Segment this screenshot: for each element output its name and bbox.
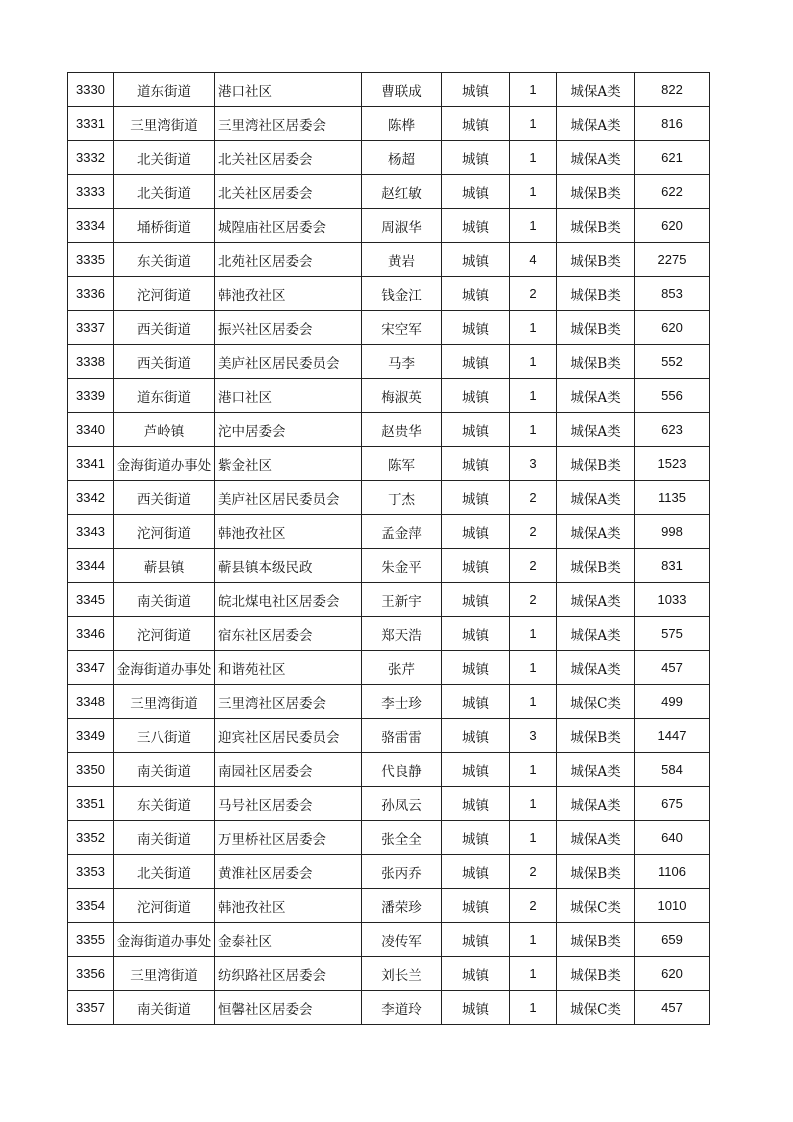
- cell-street: 南关街道: [114, 821, 215, 855]
- cell-community: 北苑社区居委会: [215, 243, 362, 277]
- cell-category: 城保B类: [557, 719, 635, 753]
- cell-category: 城保B类: [557, 923, 635, 957]
- cell-amount: 622: [635, 175, 710, 209]
- cell-id: 3333: [68, 175, 114, 209]
- table-row: [68, 855, 710, 889]
- cell-name: 陈桦: [362, 107, 442, 141]
- cell-street: 芦岭镇: [114, 413, 215, 447]
- cell-id: 3340: [68, 413, 114, 447]
- cell-community: 城隍庙社区居委会: [215, 209, 362, 243]
- cell-amount: 1447: [635, 719, 710, 753]
- cell-amount: 620: [635, 209, 710, 243]
- cell-community: 迎宾社区居民委员会: [215, 719, 362, 753]
- cell-street: 南关街道: [114, 753, 215, 787]
- cell-id: 3337: [68, 311, 114, 345]
- cell-street: 蕲县镇: [114, 549, 215, 583]
- cell-community: 港口社区: [215, 379, 362, 413]
- cell-id: 3355: [68, 923, 114, 957]
- cell-area: 城镇: [442, 413, 510, 447]
- cell-amount: 1033: [635, 583, 710, 617]
- cell-category: 城保B类: [557, 243, 635, 277]
- cell-count: 2: [510, 855, 557, 889]
- cell-area: 城镇: [442, 73, 510, 107]
- cell-community: 蕲县镇本级民政: [215, 549, 362, 583]
- table-row: [68, 345, 710, 379]
- cell-street: 道东街道: [114, 379, 215, 413]
- table-row: [68, 481, 710, 515]
- cell-name: 张全全: [362, 821, 442, 855]
- table-row: [68, 447, 710, 481]
- cell-area: 城镇: [442, 685, 510, 719]
- cell-community: 沱中居委会: [215, 413, 362, 447]
- table-row: [68, 107, 710, 141]
- cell-count: 1: [510, 923, 557, 957]
- cell-community: 韩池孜社区: [215, 277, 362, 311]
- cell-street: 埇桥街道: [114, 209, 215, 243]
- cell-street: 金海街道办事处: [114, 651, 215, 685]
- cell-count: 1: [510, 107, 557, 141]
- cell-amount: 457: [635, 651, 710, 685]
- cell-amount: 1135: [635, 481, 710, 515]
- cell-area: 城镇: [442, 889, 510, 923]
- cell-street: 西关街道: [114, 311, 215, 345]
- cell-area: 城镇: [442, 481, 510, 515]
- cell-id: 3353: [68, 855, 114, 889]
- cell-id: 3346: [68, 617, 114, 651]
- cell-name: 曹联成: [362, 73, 442, 107]
- cell-count: 1: [510, 413, 557, 447]
- cell-count: 4: [510, 243, 557, 277]
- cell-community: 宿东社区居委会: [215, 617, 362, 651]
- cell-community: 三里湾社区居委会: [215, 685, 362, 719]
- table-row: [68, 753, 710, 787]
- cell-count: 3: [510, 719, 557, 753]
- cell-street: 金海街道办事处: [114, 923, 215, 957]
- cell-community: 港口社区: [215, 73, 362, 107]
- cell-count: 2: [510, 515, 557, 549]
- table-row: [68, 957, 710, 991]
- cell-amount: 1010: [635, 889, 710, 923]
- cell-area: 城镇: [442, 549, 510, 583]
- cell-name: 张丙乔: [362, 855, 442, 889]
- cell-community: 三里湾社区居委会: [215, 107, 362, 141]
- table-row: [68, 889, 710, 923]
- cell-area: 城镇: [442, 753, 510, 787]
- cell-name: 潘荣珍: [362, 889, 442, 923]
- cell-category: 城保B类: [557, 549, 635, 583]
- cell-community: 南园社区居委会: [215, 753, 362, 787]
- cell-amount: 620: [635, 957, 710, 991]
- cell-category: 城保A类: [557, 107, 635, 141]
- cell-street: 东关街道: [114, 787, 215, 821]
- cell-name: 朱金平: [362, 549, 442, 583]
- cell-count: 1: [510, 651, 557, 685]
- cell-street: 沱河街道: [114, 889, 215, 923]
- table-row: [68, 923, 710, 957]
- cell-name: 郑天浩: [362, 617, 442, 651]
- cell-amount: 457: [635, 991, 710, 1025]
- cell-area: 城镇: [442, 447, 510, 481]
- cell-amount: 2275: [635, 243, 710, 277]
- cell-street: 金海街道办事处: [114, 447, 215, 481]
- cell-name: 骆雷雷: [362, 719, 442, 753]
- cell-amount: 621: [635, 141, 710, 175]
- cell-area: 城镇: [442, 515, 510, 549]
- cell-street: 西关街道: [114, 345, 215, 379]
- cell-count: 1: [510, 379, 557, 413]
- cell-id: 3351: [68, 787, 114, 821]
- cell-area: 城镇: [442, 243, 510, 277]
- cell-amount: 620: [635, 311, 710, 345]
- cell-id: 3330: [68, 73, 114, 107]
- cell-category: 城保A类: [557, 617, 635, 651]
- cell-community: 北关社区居委会: [215, 175, 362, 209]
- cell-category: 城保A类: [557, 787, 635, 821]
- cell-area: 城镇: [442, 277, 510, 311]
- cell-amount: 623: [635, 413, 710, 447]
- cell-area: 城镇: [442, 175, 510, 209]
- cell-area: 城镇: [442, 379, 510, 413]
- cell-street: 沱河街道: [114, 617, 215, 651]
- cell-category: 城保A类: [557, 515, 635, 549]
- cell-community: 和谐苑社区: [215, 651, 362, 685]
- table-row: [68, 617, 710, 651]
- cell-category: 城保B类: [557, 855, 635, 889]
- cell-category: 城保B类: [557, 311, 635, 345]
- cell-street: 三里湾街道: [114, 957, 215, 991]
- table-row: [68, 991, 710, 1025]
- cell-name: 杨超: [362, 141, 442, 175]
- cell-count: 1: [510, 209, 557, 243]
- cell-category: 城保A类: [557, 651, 635, 685]
- cell-name: 赵红敏: [362, 175, 442, 209]
- table-row: [68, 141, 710, 175]
- cell-community: 黄淮社区居委会: [215, 855, 362, 889]
- cell-count: 2: [510, 481, 557, 515]
- cell-community: 紫金社区: [215, 447, 362, 481]
- cell-street: 三八街道: [114, 719, 215, 753]
- cell-category: 城保B类: [557, 957, 635, 991]
- cell-amount: 675: [635, 787, 710, 821]
- table-row: [68, 243, 710, 277]
- cell-community: 马号社区居委会: [215, 787, 362, 821]
- cell-category: 城保B类: [557, 345, 635, 379]
- cell-count: 2: [510, 277, 557, 311]
- table-row: [68, 379, 710, 413]
- cell-category: 城保C类: [557, 991, 635, 1025]
- table-row: [68, 719, 710, 753]
- cell-count: 1: [510, 787, 557, 821]
- table-row: [68, 73, 710, 107]
- cell-area: 城镇: [442, 957, 510, 991]
- cell-category: 城保A类: [557, 583, 635, 617]
- cell-id: 3354: [68, 889, 114, 923]
- cell-community: 纺织路社区居委会: [215, 957, 362, 991]
- cell-amount: 556: [635, 379, 710, 413]
- records-table: [67, 72, 710, 1025]
- cell-name: 李士珍: [362, 685, 442, 719]
- cell-id: 3335: [68, 243, 114, 277]
- cell-amount: 1523: [635, 447, 710, 481]
- table-body: [68, 73, 710, 1025]
- cell-street: 北关街道: [114, 175, 215, 209]
- cell-community: 韩池孜社区: [215, 515, 362, 549]
- cell-category: 城保A类: [557, 753, 635, 787]
- cell-name: 王新宇: [362, 583, 442, 617]
- cell-count: 1: [510, 617, 557, 651]
- cell-count: 1: [510, 73, 557, 107]
- cell-community: 北关社区居委会: [215, 141, 362, 175]
- cell-amount: 816: [635, 107, 710, 141]
- cell-name: 代良静: [362, 753, 442, 787]
- cell-area: 城镇: [442, 787, 510, 821]
- cell-amount: 659: [635, 923, 710, 957]
- cell-street: 南关街道: [114, 583, 215, 617]
- cell-category: 城保A类: [557, 141, 635, 175]
- cell-count: 2: [510, 889, 557, 923]
- cell-name: 凌传军: [362, 923, 442, 957]
- cell-count: 2: [510, 549, 557, 583]
- cell-count: 1: [510, 957, 557, 991]
- cell-id: 3348: [68, 685, 114, 719]
- table-row: [68, 413, 710, 447]
- cell-id: 3338: [68, 345, 114, 379]
- table-row: [68, 515, 710, 549]
- table-row: [68, 311, 710, 345]
- cell-community: 韩池孜社区: [215, 889, 362, 923]
- cell-id: 3342: [68, 481, 114, 515]
- cell-amount: 1106: [635, 855, 710, 889]
- cell-name: 陈军: [362, 447, 442, 481]
- cell-amount: 822: [635, 73, 710, 107]
- cell-area: 城镇: [442, 107, 510, 141]
- cell-community: 振兴社区居委会: [215, 311, 362, 345]
- cell-area: 城镇: [442, 311, 510, 345]
- cell-id: 3332: [68, 141, 114, 175]
- cell-count: 1: [510, 685, 557, 719]
- cell-street: 北关街道: [114, 855, 215, 889]
- cell-category: 城保C类: [557, 685, 635, 719]
- cell-name: 李道玲: [362, 991, 442, 1025]
- cell-id: 3331: [68, 107, 114, 141]
- cell-id: 3352: [68, 821, 114, 855]
- cell-area: 城镇: [442, 617, 510, 651]
- cell-name: 宋空军: [362, 311, 442, 345]
- cell-name: 丁杰: [362, 481, 442, 515]
- cell-count: 1: [510, 753, 557, 787]
- cell-count: 2: [510, 583, 557, 617]
- cell-area: 城镇: [442, 855, 510, 889]
- cell-community: 美庐社区居民委员会: [215, 481, 362, 515]
- cell-category: 城保A类: [557, 481, 635, 515]
- cell-amount: 998: [635, 515, 710, 549]
- cell-amount: 499: [635, 685, 710, 719]
- cell-name: 赵贵华: [362, 413, 442, 447]
- cell-count: 3: [510, 447, 557, 481]
- cell-category: 城保A类: [557, 413, 635, 447]
- cell-id: 3339: [68, 379, 114, 413]
- cell-amount: 584: [635, 753, 710, 787]
- cell-community: 万里桥社区居委会: [215, 821, 362, 855]
- cell-name: 马李: [362, 345, 442, 379]
- cell-category: 城保B类: [557, 277, 635, 311]
- cell-category: 城保B类: [557, 209, 635, 243]
- cell-id: 3344: [68, 549, 114, 583]
- cell-category: 城保A类: [557, 821, 635, 855]
- cell-count: 1: [510, 175, 557, 209]
- cell-community: 皖北煤电社区居委会: [215, 583, 362, 617]
- cell-id: 3341: [68, 447, 114, 481]
- cell-category: 城保B类: [557, 175, 635, 209]
- cell-area: 城镇: [442, 651, 510, 685]
- cell-street: 三里湾街道: [114, 107, 215, 141]
- cell-id: 3349: [68, 719, 114, 753]
- cell-amount: 575: [635, 617, 710, 651]
- cell-amount: 831: [635, 549, 710, 583]
- table-row: [68, 583, 710, 617]
- cell-area: 城镇: [442, 345, 510, 379]
- cell-count: 1: [510, 311, 557, 345]
- cell-street: 道东街道: [114, 73, 215, 107]
- cell-count: 1: [510, 821, 557, 855]
- table-row: [68, 549, 710, 583]
- cell-category: 城保A类: [557, 73, 635, 107]
- cell-name: 孟金萍: [362, 515, 442, 549]
- cell-amount: 552: [635, 345, 710, 379]
- cell-area: 城镇: [442, 991, 510, 1025]
- table-row: [68, 821, 710, 855]
- table-row: [68, 685, 710, 719]
- table-row: [68, 651, 710, 685]
- cell-area: 城镇: [442, 209, 510, 243]
- cell-name: 张芹: [362, 651, 442, 685]
- cell-area: 城镇: [442, 583, 510, 617]
- cell-street: 沱河街道: [114, 277, 215, 311]
- cell-id: 3334: [68, 209, 114, 243]
- cell-name: 周淑华: [362, 209, 442, 243]
- cell-street: 东关街道: [114, 243, 215, 277]
- cell-category: 城保B类: [557, 447, 635, 481]
- cell-count: 1: [510, 345, 557, 379]
- cell-amount: 853: [635, 277, 710, 311]
- cell-community: 金泰社区: [215, 923, 362, 957]
- cell-street: 西关街道: [114, 481, 215, 515]
- cell-community: 美庐社区居民委员会: [215, 345, 362, 379]
- cell-area: 城镇: [442, 141, 510, 175]
- cell-id: 3357: [68, 991, 114, 1025]
- cell-category: 城保A类: [557, 379, 635, 413]
- cell-name: 钱金江: [362, 277, 442, 311]
- cell-name: 刘长兰: [362, 957, 442, 991]
- cell-name: 孙凤云: [362, 787, 442, 821]
- cell-id: 3347: [68, 651, 114, 685]
- table-row: [68, 175, 710, 209]
- cell-id: 3336: [68, 277, 114, 311]
- cell-id: 3350: [68, 753, 114, 787]
- cell-amount: 640: [635, 821, 710, 855]
- cell-area: 城镇: [442, 923, 510, 957]
- cell-street: 沱河街道: [114, 515, 215, 549]
- cell-area: 城镇: [442, 821, 510, 855]
- cell-category: 城保C类: [557, 889, 635, 923]
- cell-area: 城镇: [442, 719, 510, 753]
- cell-id: 3345: [68, 583, 114, 617]
- table-row: [68, 209, 710, 243]
- cell-id: 3356: [68, 957, 114, 991]
- cell-street: 三里湾街道: [114, 685, 215, 719]
- cell-name: 梅淑英: [362, 379, 442, 413]
- cell-street: 北关街道: [114, 141, 215, 175]
- cell-count: 1: [510, 991, 557, 1025]
- cell-id: 3343: [68, 515, 114, 549]
- cell-community: 恒馨社区居委会: [215, 991, 362, 1025]
- cell-name: 黄岩: [362, 243, 442, 277]
- cell-street: 南关街道: [114, 991, 215, 1025]
- table-row: [68, 277, 710, 311]
- table-row: [68, 787, 710, 821]
- cell-count: 1: [510, 141, 557, 175]
